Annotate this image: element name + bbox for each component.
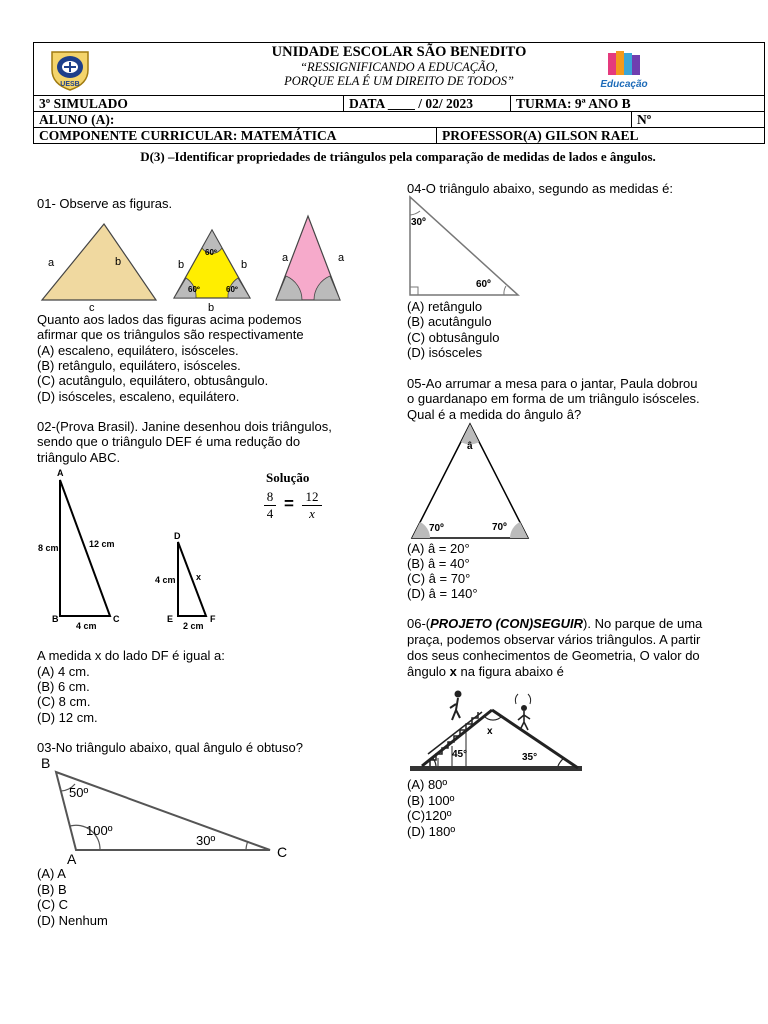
q3-figure <box>40 758 300 868</box>
q4-option-c[interactable]: (C) obtusângulo <box>407 330 500 345</box>
q2-solution-d2: x <box>309 506 315 521</box>
q1-side-b: b <box>115 256 122 268</box>
motto-line-2: PORQUE ELA É UM DIREITO DE TODOS” <box>284 74 514 88</box>
q2-solution-d1: 4 <box>266 506 274 521</box>
q6-angle-x: x <box>487 726 493 737</box>
q1-angle-right: 60º <box>226 285 238 294</box>
q2-option-a[interactable]: (A) 4 cm. <box>37 664 90 679</box>
q6-prefix: 06-( <box>407 616 431 631</box>
q3-vertex-a: A <box>67 851 77 867</box>
q5-text-3: Qual é a medida do ângulo â? <box>407 407 582 422</box>
q1-angle-top: 60º <box>205 248 217 257</box>
q2-vertex-b: B <box>52 614 59 624</box>
q4-angle-top: 30º <box>411 217 426 228</box>
row-divider <box>343 96 344 111</box>
q2-option-d[interactable]: (D) 12 cm. <box>37 710 98 725</box>
header-row-student <box>34 112 764 128</box>
q2-vertex-c: C <box>113 614 120 624</box>
q6-option-b[interactable]: (B) 100º <box>407 793 455 808</box>
q5-option-d[interactable]: (D) â = 140° <box>407 586 478 601</box>
q2-side-ac: 12 cm <box>89 539 115 549</box>
q5-option-c[interactable]: (C) â = 70° <box>407 571 471 586</box>
school-logo-text: UESB <box>60 81 80 88</box>
q6-angle-right: 35° <box>522 752 538 763</box>
q2-text-3: triângulo ABC. <box>37 450 121 465</box>
q1-eq-side-b2: b <box>241 259 248 271</box>
q3-vertex-c: C <box>277 844 288 860</box>
row-divider <box>631 112 632 127</box>
motto-line-1: “RESSIGNIFICANDO A EDUCAÇÃO, <box>300 60 498 74</box>
q3-option-b[interactable]: (B) B <box>37 882 67 897</box>
q6-line4-x: x <box>449 664 457 679</box>
q6-line4-pre: ângulo <box>407 664 450 679</box>
q6-text-4 <box>407 664 564 679</box>
q2-text-2: sendo que o triângulo DEF é uma redução do <box>37 434 301 449</box>
q3-angle-b: 50º <box>69 785 89 800</box>
q2-text-1: 02-(Prova Brasil). Janine desenhou dois triângulos, <box>37 419 332 434</box>
q5-figure <box>406 420 534 542</box>
q2-vertex-d: D <box>174 531 181 541</box>
q2-vertex-a: A <box>57 468 64 478</box>
q6-text-2: praça, podemos observar vários triângulos. A partir <box>407 632 701 647</box>
q6-text-1 <box>407 616 702 631</box>
q2-side-ab: 8 cm <box>38 543 59 553</box>
q1-text-2: afirmar que os triângulos são respectivamente <box>37 327 304 342</box>
q5-angle-right: 70º <box>492 522 507 533</box>
q3-angle-c: 30º <box>196 833 216 848</box>
q2-option-b[interactable]: (B) 6 cm. <box>37 679 90 694</box>
student-label: ALUNO (A): <box>39 112 115 127</box>
q2-solution-eq: = <box>284 494 294 513</box>
q2-side-ef: 2 cm <box>183 621 204 631</box>
q2-vertex-e: E <box>167 614 174 624</box>
q3-option-c[interactable]: (C) C <box>37 897 69 912</box>
q1-side-a: a <box>48 257 55 269</box>
header-top <box>34 43 764 96</box>
q6-angle-left: 45° <box>452 749 468 760</box>
q4-option-b[interactable]: (B) acutângulo <box>407 314 492 329</box>
q2-side-bc: 4 cm <box>76 621 97 631</box>
q2-solution-n2: 12 <box>305 489 319 504</box>
row-divider <box>510 96 511 111</box>
number-label: Nº <box>637 112 652 127</box>
q1-option-c[interactable]: (C) acutângulo, equilátero, obtusângulo. <box>37 373 269 388</box>
date-label: DATA ____ / 02/ 2023 <box>349 96 474 111</box>
q3-angle-a: 100º <box>86 823 113 838</box>
q5-option-b[interactable]: (B) â = 40° <box>407 556 470 571</box>
q5-angle-left: 70º <box>429 523 444 534</box>
school-name: UNIDADE ESCOLAR SÃO BENEDITO <box>271 44 527 60</box>
teacher-label: PROFESSOR(A) GILSON RAEL <box>442 128 639 143</box>
q2-solution-title: Solução <box>266 470 310 485</box>
q5-text-2: o guardanapo em forma de um triângulo isósceles. <box>407 391 700 406</box>
q1-option-a[interactable]: (A) escaleno, equilátero, isósceles. <box>37 343 239 358</box>
q4-figure <box>406 195 526 300</box>
q1-side-c: c <box>89 302 95 314</box>
q6-option-a[interactable]: (A) 80º <box>407 777 448 792</box>
q2-vertex-f: F <box>210 614 216 624</box>
q6-figure <box>408 684 584 776</box>
q1-option-d[interactable]: (D) isósceles, escaleno, equilátero. <box>37 389 240 404</box>
q3-vertex-b: B <box>41 755 51 771</box>
q3-option-d[interactable]: (D) Nenhum <box>37 913 108 928</box>
q6-option-c[interactable]: (C)120º <box>407 808 452 823</box>
education-logo-text: Educação <box>600 79 648 90</box>
q3-title: 03-No triângulo abaixo, qual ângulo é obtuso? <box>37 740 303 755</box>
q6-text-3: dos seus conhecimentos de Geometria, O valor do <box>407 648 700 663</box>
header-table <box>33 42 765 144</box>
subject-label: COMPONENTE CURRICULAR: MATEMÁTICA <box>39 128 337 143</box>
q6-option-d[interactable]: (D) 180º <box>407 824 456 839</box>
q6-line1-rest: ). No parque de uma <box>583 616 703 631</box>
q4-option-d[interactable]: (D) isósceles <box>407 345 483 360</box>
education-logo <box>594 49 654 91</box>
q1-text-1: Quanto aos lados das figuras acima podemos <box>37 312 302 327</box>
q1-title: 01- Observe as figuras. <box>37 196 173 211</box>
q2-figure <box>40 470 240 630</box>
q2-side-de: 4 cm <box>155 575 176 585</box>
simulado-label: 3º SIMULADO <box>39 96 128 111</box>
header-row-subject <box>34 128 764 143</box>
q6-line4-post: na figura abaixo é <box>456 664 564 679</box>
class-label: TURMA: 9ª ANO B <box>516 96 631 111</box>
q1-eq-side-b3: b <box>208 302 215 314</box>
q2-solution-n1: 8 <box>266 489 274 504</box>
q1-iso-side-a1: a <box>282 252 289 264</box>
q6-project: PROJETO (CON)SEGUIR <box>430 616 584 631</box>
q5-angle-top: â <box>467 441 473 452</box>
q2-side-df: x <box>196 572 202 582</box>
q1-eq-side-b1: b <box>178 259 185 271</box>
q2-option-c[interactable]: (C) 8 cm. <box>37 694 91 709</box>
q2-question: A medida x do lado DF é igual a: <box>37 648 225 663</box>
header-row-exam <box>34 96 764 112</box>
q4-option-a[interactable]: (A) retângulo <box>407 299 483 314</box>
q5-option-a[interactable]: (A) â = 20° <box>407 541 470 556</box>
q4-angle-bottom: 60º <box>476 279 491 290</box>
q3-option-a[interactable]: (A) A <box>37 866 66 881</box>
row-divider <box>436 128 437 143</box>
q4-title: 04-O triângulo abaixo, segundo as medidas é: <box>407 181 673 196</box>
q1-iso-side-a2: a <box>338 252 345 264</box>
q1-figure <box>36 212 356 312</box>
descriptor: D(3) –Identificar propriedades de triângulos pela comparação de medidas de lados e ângulos. <box>140 149 656 164</box>
q5-text-1: 05-Ao arrumar a mesa para o jantar, Paula dobrou <box>407 376 698 391</box>
q1-angle-left: 60º <box>188 285 200 294</box>
q1-option-b[interactable]: (B) retângulo, equilátero, isósceles. <box>37 358 241 373</box>
